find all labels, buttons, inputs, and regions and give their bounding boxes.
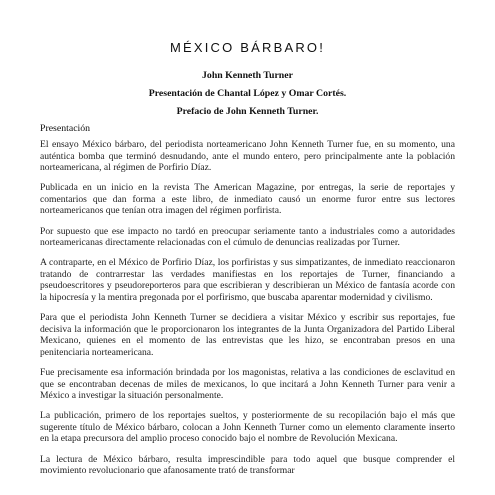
presentation-credit: Presentación de Chantal López y Omar Cortés. (148, 88, 347, 99)
author-line: John Kenneth Turner (202, 70, 293, 81)
paragraph: Fue precisamente esa información brindada por los magonistas, relativa a las condiciones de esclavitud en que se encontraban decenas de miles de mexicanos, lo que incitará a John Kenneth Turner para venir a México a investigar la situación personalmente. (40, 367, 455, 402)
paragraph: La publicación, primero de los reportajes sueltos, y posteriormente de su recopilación bajo el más que sugerente título de México bárbaro, colocan a John Kenneth Turner como un elemento claramente inserto en la etapa precursora del amplio proceso conocido bajo el nombre de Revolución Mexicana. (40, 410, 455, 445)
document-title: MÉXICO BÁRBARO! (169, 40, 326, 55)
paragraph: El ensayo México bárbaro, del periodista norteamericano John Kenneth Turner fue, en su momento, una auténtica bomba que terminó desnudando, ante el mundo entero, pero principalmente ante la población norteamericana, al régimen de Porfirio Díaz. (40, 139, 455, 174)
paragraph: Por supuesto que ese impacto no tardó en preocupar seriamente tanto a industriales como a autoridades norteamericanas directamente relacionadas con el cúmulo de denuncias realizadas por Turner. (40, 225, 455, 249)
paragraph: A contraparte, en el México de Porfirio Díaz, los porfiristas y sus simpatizantes, de inmediato reaccionaron tratando de contrarrestar las verdades manifiestas en los reportajes de Turner, financiando a pseudoescritores y pseudoreporteros para que escribieran y describieran un México de fantasía acorde con la hipocresía y la mentira pregonada por el porfirismo, que buscaba aparentar modernidad y civilismo. (40, 257, 455, 304)
section-heading: Presentación (40, 123, 91, 134)
paragraph: La lectura de México bárbaro, resulta imprescindible para todo aquel que busque comprender el movimiento revolucionario que afanosamente trató de transformar (40, 453, 455, 477)
paragraph: Para que el periodista John Kenneth Turner se decidiera a visitar México y escribir sus reportajes, fue decisiva la información que le proporcionaron los integrantes de la Junta Organizadora del Partido Liberal Mexicano, quienes en el momento de las entrevistas que les hizo, se encontraban presos en una penitenciaria norteamericana. (40, 312, 455, 358)
body-text (40, 139, 455, 485)
preface-credit: Prefacio de John Kenneth Turner. (176, 106, 319, 117)
paragraph: Publicada en un inicio en la revista The American Magazine, por entregas, la serie de reportajes y comentarios que dan forma a este libro, de inmediato causó un enorme furor entre sus lectores norteamericanos que tenían otra imagen del régimen porfirista. (40, 182, 455, 217)
